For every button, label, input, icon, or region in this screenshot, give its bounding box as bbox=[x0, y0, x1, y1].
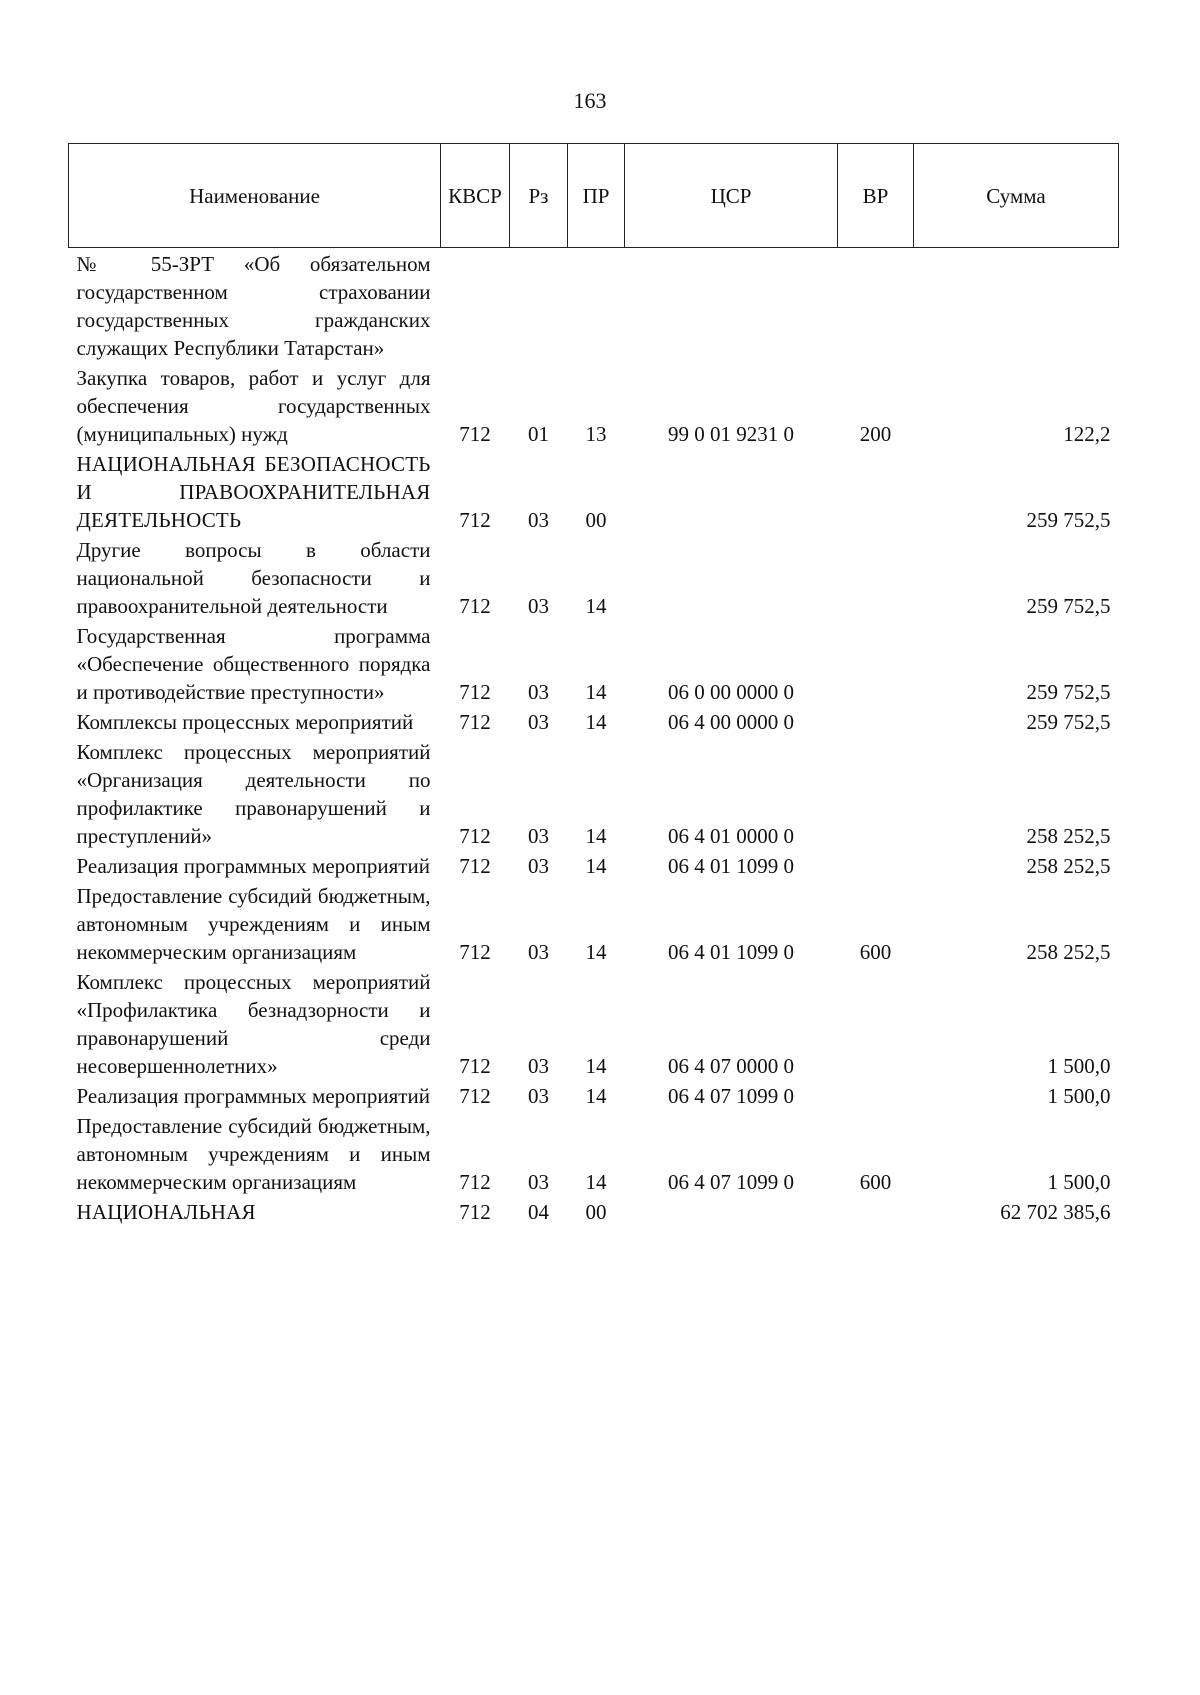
row-sum: 258 252,5 bbox=[1026, 824, 1111, 848]
row-rz: 03 bbox=[528, 940, 549, 964]
row-csr: 06 4 07 1099 0 bbox=[668, 1084, 794, 1108]
row-vr bbox=[838, 534, 914, 620]
table-row bbox=[69, 534, 1119, 620]
row-pr: 14 bbox=[585, 1054, 607, 1078]
table-row bbox=[69, 1110, 1119, 1196]
row-pr: 14 bbox=[585, 710, 607, 734]
row-name: Реализация программных мероприятий bbox=[76, 1084, 430, 1108]
row-rz: 03 bbox=[528, 1084, 549, 1108]
row-pr: 14 bbox=[585, 854, 607, 878]
table-row bbox=[69, 448, 1119, 534]
row-name: Комплекс процессных мероприятий «Профилактика безнадзорности и правонарушений среди несовершеннолетних» bbox=[76, 970, 431, 1078]
row-kvsr: 712 bbox=[459, 710, 491, 734]
row-rz: 03 bbox=[528, 1054, 549, 1078]
table-row bbox=[69, 248, 1119, 363]
row-sum: 259 752,5 bbox=[1026, 680, 1111, 704]
row-sum: 1 500,0 bbox=[1047, 1084, 1111, 1108]
row-csr bbox=[625, 448, 838, 534]
row-sum: 258 252,5 bbox=[1026, 940, 1111, 964]
row-vr bbox=[838, 1080, 914, 1110]
table-row bbox=[69, 736, 1119, 850]
row-rz: 03 bbox=[528, 824, 549, 848]
budget-table bbox=[68, 143, 1119, 1226]
row-pr: 00 bbox=[585, 508, 607, 532]
row-csr: 99 0 01 9231 0 bbox=[668, 422, 794, 446]
row-kvsr: 712 bbox=[459, 422, 491, 446]
header-rz: Рз bbox=[510, 144, 568, 248]
row-rz: 03 bbox=[528, 508, 549, 532]
row-pr: 14 bbox=[585, 680, 607, 704]
row-pr: 14 bbox=[585, 940, 607, 964]
row-kvsr: 712 bbox=[459, 594, 491, 618]
row-name: № 55-ЗРТ «Об обязательном государственном страховании государственных гражданских служащих Республики Татарстан» bbox=[76, 252, 431, 360]
row-vr bbox=[838, 1196, 914, 1226]
row-name: Комплексы процессных мероприятий bbox=[76, 710, 414, 734]
table-row bbox=[69, 880, 1119, 966]
row-vr bbox=[838, 850, 914, 880]
row-pr bbox=[568, 248, 625, 363]
row-vr bbox=[838, 706, 914, 736]
row-vr bbox=[838, 966, 914, 1080]
row-kvsr: 712 bbox=[459, 854, 491, 878]
row-kvsr: 712 bbox=[459, 1084, 491, 1108]
row-vr bbox=[838, 620, 914, 706]
row-csr bbox=[625, 534, 838, 620]
row-vr bbox=[838, 736, 914, 850]
row-kvsr: 712 bbox=[459, 508, 491, 532]
row-name: Другие вопросы в области национальной безопасности и правоохранительной деятельности bbox=[76, 538, 431, 618]
row-sum: 62 702 385,6 bbox=[1000, 1200, 1111, 1224]
row-rz: 04 bbox=[528, 1200, 549, 1224]
row-rz: 03 bbox=[528, 594, 549, 618]
row-csr: 06 0 00 0000 0 bbox=[668, 680, 794, 704]
row-pr: 13 bbox=[585, 422, 607, 446]
table-row bbox=[69, 1080, 1119, 1110]
row-csr: 06 4 01 0000 0 bbox=[668, 824, 794, 848]
row-name: НАЦИОНАЛЬНАЯ БЕЗОПАСНОСТЬ И ПРАВООХРАНИТЕЛЬНАЯ ДЕЯТЕЛЬНОСТЬ bbox=[76, 452, 431, 532]
row-vr: 600 bbox=[859, 940, 892, 964]
row-name: Государственная программа «Обеспечение общественного порядка и противодействие преступности» bbox=[76, 624, 431, 704]
row-csr: 06 4 00 0000 0 bbox=[668, 710, 794, 734]
row-sum: 259 752,5 bbox=[1026, 710, 1111, 734]
row-pr: 14 bbox=[585, 1084, 607, 1108]
row-kvsr: 712 bbox=[459, 824, 491, 848]
row-csr: 06 4 07 0000 0 bbox=[668, 1054, 794, 1078]
row-pr: 14 bbox=[585, 824, 607, 848]
row-csr bbox=[625, 1196, 838, 1226]
row-csr: 06 4 01 1099 0 bbox=[668, 940, 794, 964]
table-row bbox=[69, 1196, 1119, 1226]
row-name: Комплекс процессных мероприятий «Организация деятельности по профилактике правонарушений и преступлений» bbox=[76, 740, 431, 848]
row-kvsr: 712 bbox=[459, 1200, 491, 1224]
row-rz: 01 bbox=[528, 422, 549, 446]
row-sum: 1 500,0 bbox=[1047, 1170, 1111, 1194]
row-kvsr: 712 bbox=[459, 1054, 491, 1078]
row-kvsr bbox=[441, 248, 510, 363]
header-kvsr: КВСР bbox=[441, 144, 510, 248]
row-csr: 06 4 07 1099 0 bbox=[668, 1170, 794, 1194]
row-pr: 00 bbox=[585, 1200, 607, 1224]
row-rz: 03 bbox=[528, 680, 549, 704]
row-sum: 1 500,0 bbox=[1047, 1054, 1111, 1078]
row-kvsr: 712 bbox=[459, 680, 491, 704]
row-vr bbox=[838, 448, 914, 534]
header-csr: ЦСР bbox=[625, 144, 838, 248]
table-row bbox=[69, 966, 1119, 1080]
row-csr: 06 4 01 1099 0 bbox=[668, 854, 794, 878]
header-sum: Сумма bbox=[914, 144, 1119, 248]
row-rz: 03 bbox=[528, 1170, 549, 1194]
row-vr: 600 bbox=[859, 1170, 892, 1194]
row-vr: 200 bbox=[859, 422, 892, 446]
row-csr bbox=[625, 248, 838, 363]
row-name: НАЦИОНАЛЬНАЯ bbox=[76, 1200, 256, 1224]
header-vr: ВР bbox=[838, 144, 914, 248]
row-sum: 122,2 bbox=[1063, 422, 1111, 446]
row-sum: 259 752,5 bbox=[1026, 508, 1111, 532]
row-kvsr: 712 bbox=[459, 1170, 491, 1194]
row-sum: 259 752,5 bbox=[1026, 594, 1111, 618]
row-sum bbox=[914, 248, 1119, 363]
table-row bbox=[69, 362, 1119, 448]
row-name: Реализация программных мероприятий bbox=[76, 854, 430, 878]
row-name: Предоставление субсидий бюджетным, автономным учреждениям и иным некоммерческим организациям bbox=[76, 1114, 431, 1194]
row-rz: 03 bbox=[528, 854, 549, 878]
table-row bbox=[69, 850, 1119, 880]
row-pr: 14 bbox=[585, 594, 607, 618]
header-pr: ПР bbox=[568, 144, 625, 248]
row-pr: 14 bbox=[585, 1170, 607, 1194]
row-rz bbox=[510, 248, 568, 363]
table-row bbox=[69, 620, 1119, 706]
row-vr bbox=[838, 248, 914, 363]
header-name: Наименование bbox=[69, 144, 441, 248]
row-sum: 258 252,5 bbox=[1026, 854, 1111, 878]
row-name: Закупка товаров, работ и услуг для обеспечения государственных (муниципальных) нужд bbox=[76, 366, 431, 446]
page-number: 163 bbox=[573, 88, 607, 113]
row-rz: 03 bbox=[528, 710, 549, 734]
row-kvsr: 712 bbox=[459, 940, 491, 964]
table-header-row bbox=[69, 144, 1119, 248]
table-row bbox=[69, 706, 1119, 736]
row-name: Предоставление субсидий бюджетным, автономным учреждениям и иным некоммерческим организациям bbox=[76, 884, 431, 964]
